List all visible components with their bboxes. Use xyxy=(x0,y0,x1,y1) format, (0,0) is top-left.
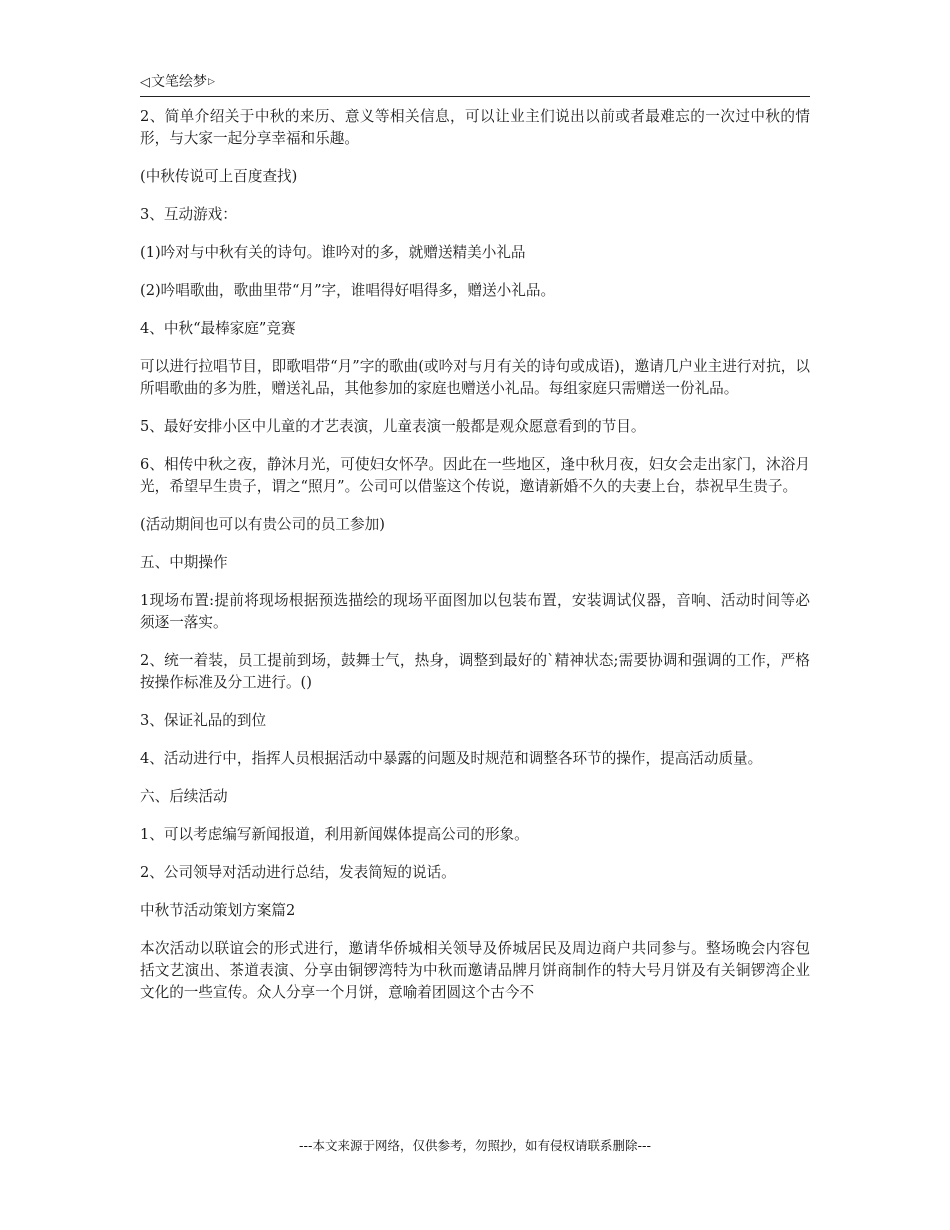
paragraph: 本次活动以联谊会的形式进行，邀请华侨城相关领导及侨城居民及周边商户共同参与。整场晚会内容包括文艺演出、茶道表演、分享由铜锣湾特为中秋而邀请品牌月饼商制作的特大号月饼及有关铜锣湾企业文化的一些宣传。众人分享一个月饼，意喻着团圆这个古今不 xyxy=(140,940,810,1001)
paragraph: 2、统一着装，员工提前到场，鼓舞士气，热身，调整到最好的`精神状态;需要协调和强调的工作，严格按操作标准及分工进行。() xyxy=(140,652,810,691)
paragraph: 3、保证礼品的到位 xyxy=(140,712,267,729)
document-body xyxy=(140,106,810,1020)
paragraph: 6、相传中秋之夜，静沐月光，可使妇女怀孕。因此在一些地区，逢中秋月夜，妇女会走出家门，沐浴月光，希望早生贵子，谓之“照月”。公司可以借鉴这个传说，邀请新婚不久的夫妻上台，恭祝早生贵子。 xyxy=(140,456,810,495)
right-triangle-icon: ▷ xyxy=(208,77,215,87)
paragraph: (2)吟唱歌曲，歌曲里带“月”字，谁唱得好唱得多，赠送小礼品。 xyxy=(140,282,556,299)
paragraph: (活动期间也可以有贵公司的员工参加) xyxy=(140,516,385,533)
paragraph: (中秋传说可上百度查找) xyxy=(140,168,298,185)
section-heading: 六、后续活动 xyxy=(140,788,228,805)
left-triangle-icon: ◁ xyxy=(140,75,150,90)
page-header xyxy=(140,72,810,97)
paragraph: (1)吟对与中秋有关的诗句。谁吟对的多，就赠送精美小礼品 xyxy=(140,244,526,261)
paragraph: 1现场布置:提前将现场根据预选描绘的现场平面图加以包装布置，安装调试仪器，音响、活动时间等必须逐一落实。 xyxy=(140,592,810,631)
section-heading: 五、中期操作 xyxy=(140,554,228,571)
paragraph: 3、互动游戏： xyxy=(140,206,237,223)
paragraph: 可以进行拉唱节目，即歌唱带“月”字的歌曲(或吟对与月有关的诗句或成语)，邀请几户业主进行对抗，以所唱歌曲的多为胜，赠送礼品，其他参加的家庭也赠送小礼品。每组家庭只需赠送一份礼品。 xyxy=(140,358,810,397)
header-title: 文笔绘梦 xyxy=(151,74,207,90)
paragraph: 1、可以考虑编写新闻报道，利用新闻媒体提高公司的形象。 xyxy=(140,826,529,843)
page-footer: ---本文来源于网络，仅供参考，勿照抄，如有侵权请联系删除--- xyxy=(298,1138,652,1153)
paragraph: 5、最好安排小区中儿童的才艺表演，儿童表演一般都是观众愿意看到的节目。 xyxy=(140,418,646,435)
paragraph: 2、简单介绍关于中秋的来历、意义等相关信息，可以让业主们说出以前或者最难忘的一次过中秋的情形，与大家一起分享幸福和乐趣。 xyxy=(140,108,810,147)
paragraph: 2、公司领导对活动进行总结，发表简短的说话。 xyxy=(140,864,456,881)
paragraph: 4、中秋“最棒家庭”竞赛 xyxy=(140,320,296,337)
paragraph: 4、活动进行中，指挥人员根据活动中暴露的问题及时规范和调整各环节的操作，提高活动质量。 xyxy=(140,750,763,767)
section-heading: 中秋节活动策划方案篇2 xyxy=(140,902,296,919)
